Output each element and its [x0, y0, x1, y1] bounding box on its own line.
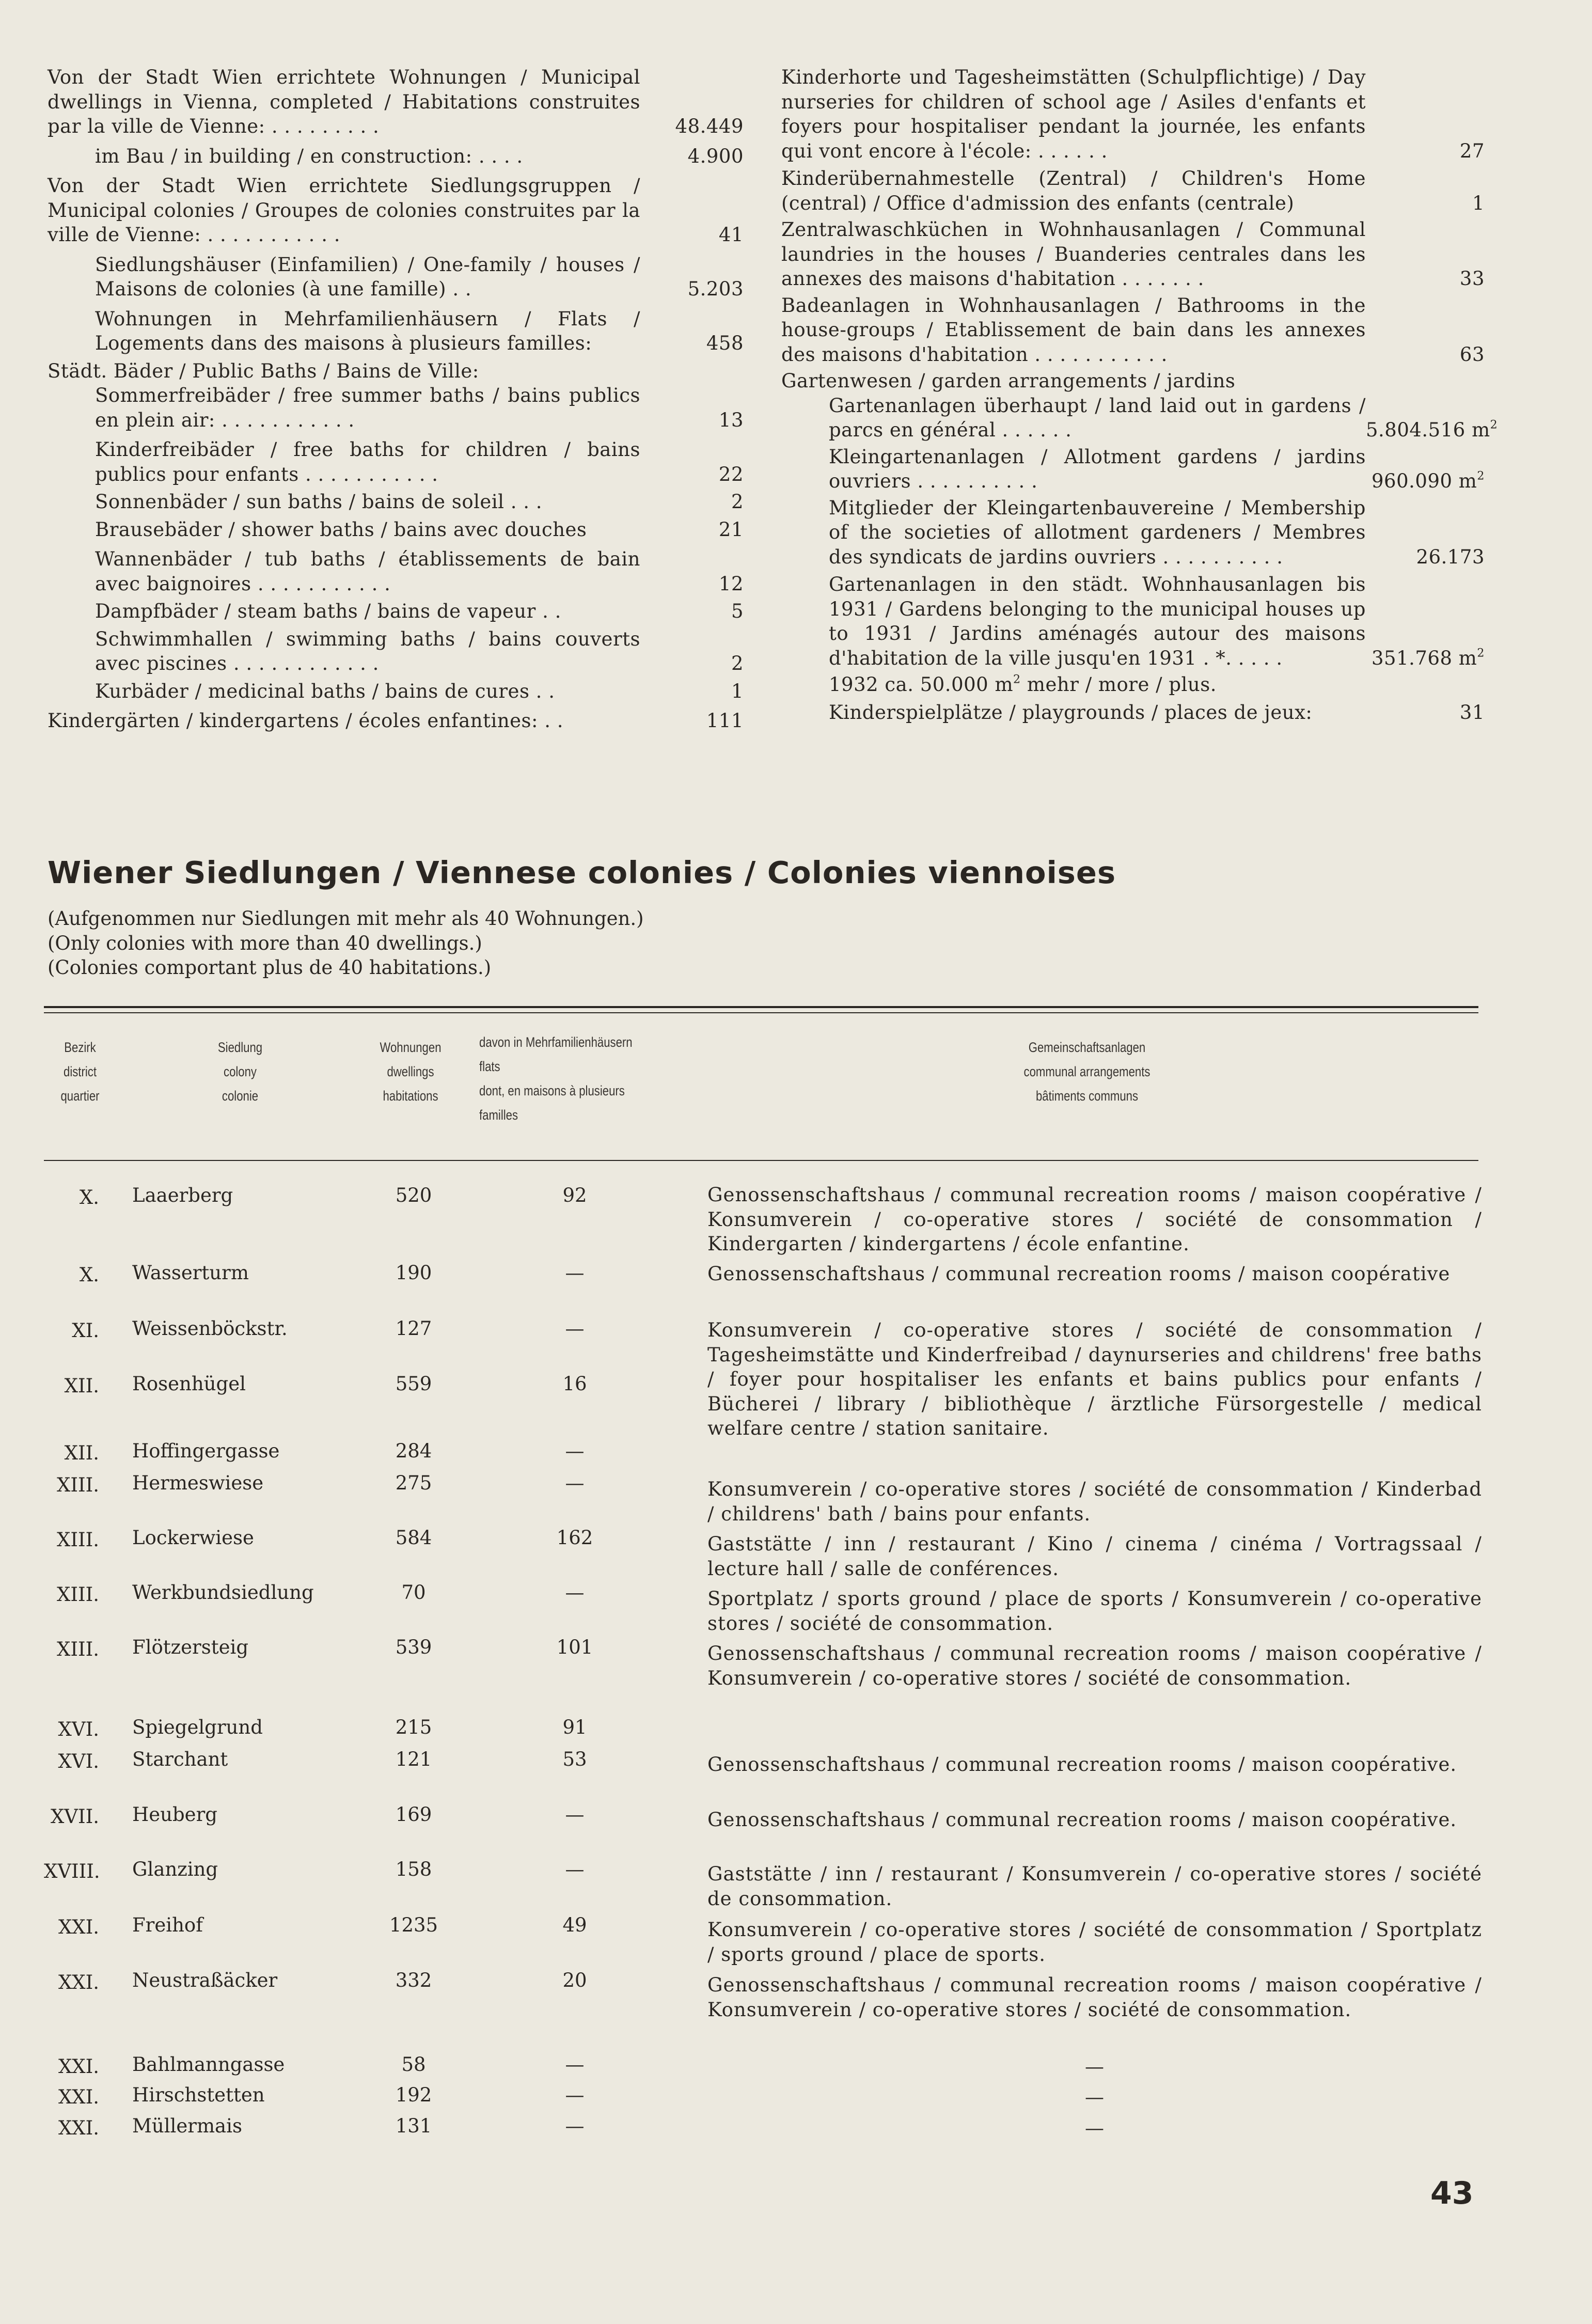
cell-siedlung: Weissenböckstr. — [132, 1317, 288, 1340]
statistic-label: Sonnenbäder / sun baths / bains de soleil . . . — [95, 491, 543, 513]
cell-davon: — — [565, 2115, 585, 2137]
header-gemeinschaftsanlagen: Gemeinschaftsanlagen communal arrangements bâtiments communs — [1023, 1040, 1150, 1104]
statistic-value: 111 — [706, 710, 744, 732]
cell-bezirk: XIII. — [57, 1638, 99, 1660]
cell-davon: 16 — [562, 1373, 587, 1395]
cell-siedlung: Bahlmanngasse — [132, 2053, 285, 2076]
cell-davon: 91 — [562, 1716, 587, 1738]
statistic-value: 5.804.516 $m^2$ — [1366, 418, 1498, 441]
cell-gemeinschaftsanlagen: Genossenschaftshaus / communal recreation rooms / maison coopérative / Konsumverein / co-operative stores / société de consommation. — [707, 1642, 1482, 1689]
cell-bezirk: XVI. — [58, 1750, 99, 1772]
statistic-value: 48.449 — [675, 115, 744, 137]
cell-davon: — — [565, 1262, 585, 1284]
cell-siedlung: Glanzing — [132, 1858, 218, 1880]
statistic-entry — [48, 144, 744, 169]
cell-gemeinschaftsanlagen: Genossenschaftshaus / communal recreation rooms / maison coopérative / Konsumverein / co-operative stores / société de consommation / Kindergarten / kindergartens / école enfantine. — [707, 1184, 1482, 1255]
cell-wohnungen: 127 — [395, 1317, 432, 1340]
cell-wohnungen: 131 — [395, 2115, 432, 2137]
statistic-label: Kinderspielplätze / playgrounds / places de jeux: — [829, 701, 1313, 724]
cell-siedlung: Starchant — [132, 1748, 228, 1770]
statistic-value: 1 — [731, 680, 744, 702]
cell-siedlung: Neustraßäcker — [132, 1969, 278, 1991]
cell-gemeinschaftsanlagen: — — [1085, 2055, 1105, 2078]
cell-gemeinschaftsanlagen: Konsumverein / co-operative stores / société de consommation / Kinderbad / childrens' bath / bains pour enfants. — [707, 1478, 1482, 1525]
statistic-entry — [48, 307, 744, 356]
cell-siedlung: Wasserturm — [132, 1262, 249, 1284]
cell-bezirk: XIII. — [57, 1474, 99, 1496]
statistic-value: 22 — [718, 463, 744, 485]
cell-bezirk: XVIII. — [44, 1860, 100, 1882]
cell-bezirk: XXI. — [58, 1916, 99, 1938]
statistic-entry — [48, 174, 744, 247]
statistic-entry — [48, 627, 744, 676]
cell-wohnungen: 520 — [395, 1184, 432, 1206]
header-wohnungen: Wohnungen dwellings habitations — [380, 1040, 442, 1104]
cell-davon: — — [565, 1803, 585, 1826]
table-top-rule — [44, 1006, 1478, 1008]
statistic-value: 2 — [731, 652, 744, 674]
statistic-value: 26.173 — [1416, 545, 1485, 568]
cell-wohnungen: 192 — [395, 2084, 432, 2106]
cell-davon: — — [565, 1472, 585, 1494]
statistic-value: 41 — [718, 224, 744, 246]
cell-bezirk: X. — [79, 1264, 99, 1286]
statistic-value: 31 — [1459, 701, 1485, 724]
statistic-label: Dampfbäder / steam baths / bains de vapeur . . — [95, 600, 561, 622]
header-siedlung: Siedlung colony colonie — [217, 1040, 263, 1104]
statistic-entry — [781, 496, 1485, 570]
cell-bezirk: XVI. — [58, 1718, 99, 1740]
statistic-entry — [48, 383, 744, 432]
cell-bezirk: XIII. — [57, 1529, 99, 1551]
statistic-label: Gartenanlagen in den städt. Wohnhausanlagen bis 1931 / Gardens belonging to the municipal houses up to 1931 / Jardins aménagés autour des maisons d'habitation de la ville jusqu'en 1931 . *. . . . . — [829, 573, 1366, 669]
cell-siedlung: Hirschstetten — [132, 2084, 265, 2106]
cell-davon: — — [565, 1858, 585, 1880]
statistic-value: 21 — [718, 518, 744, 541]
cell-davon: 20 — [562, 1969, 587, 1991]
note-line: (Only colonies with more than 40 dwellings.) — [48, 932, 482, 954]
statistic-entry — [48, 490, 744, 514]
statistic-label: Von der Stadt Wien errichtete Wohnungen / Municipal dwellings in Vienna, completed / Habitations construites par la ville de Vienne: . . . . . . . . . — [48, 66, 640, 137]
cell-bezirk: XXI. — [58, 1971, 99, 1993]
statistic-label: Gartenanlagen überhaupt / land laid out in gardens / parcs en général . . . . . . — [829, 394, 1366, 441]
statistic-label: Kinderhorte und Tagesheimstätten (Schulpflichtige) / Day nurseries for children of school age / Asiles d'enfants et foyers pour hospitaliser pendant la journée, les enfants qui vont encore à l'école: . . . . . . — [781, 66, 1366, 162]
statistic-label: Mitglieder der Kleingartenbauvereine / Membership of the societies of allotment gardeners / Membres des syndicats de jardins ouvriers . . . . . . . . . . — [829, 496, 1366, 568]
cell-wohnungen: 169 — [395, 1803, 432, 1826]
cell-davon: 162 — [556, 1527, 593, 1549]
statistic-label: Von der Stadt Wien errichtete Siedlungsgruppen / Municipal colonies / Groupes de colonies construites par la ville de Vienne: . . . . . . . . . . . — [48, 175, 640, 246]
statistic-label: Badeanlagen in Wohnhausanlagen / Bathrooms in the house-groups / Etablissement de bain dans les annexes des maisons d'habitation . . . . . . . . . . . — [781, 294, 1366, 366]
cell-bezirk: XI. — [72, 1320, 99, 1342]
statistic-label: Zentralwaschküchen in Wohnhausanlagen / Communal laundries in the houses / Buanderies centrales dans les annexes des maisons d'habitation . . . . . . . — [781, 218, 1366, 290]
note-line: (Aufgenommen nur Siedlungen mit mehr als 40 Wohnungen.) — [48, 907, 644, 930]
statistic-entry — [781, 572, 1485, 670]
section-title: Wiener Siedlungen / Viennese colonies / Colonies viennoises — [48, 855, 1116, 890]
cell-davon: — — [565, 2084, 585, 2106]
statistic-value: 960.090 $m^2$ — [1372, 469, 1485, 492]
statistic-value: 458 — [706, 332, 744, 354]
cell-siedlung: Hoffingergasse — [132, 1440, 280, 1462]
cell-gemeinschaftsanlagen: Konsumverein / co-operative stores / société de consommation / Sportplatz / sports ground / place de sports. — [707, 1919, 1482, 1966]
statistic-entry — [781, 369, 1485, 394]
cell-siedlung: Spiegelgrund — [132, 1716, 263, 1738]
statistic-label: Wohnungen in Mehrfamilienhäusern / Flats / Logements dans des maisons à plusieurs familles: — [95, 307, 640, 354]
cell-siedlung: Rosenhügel — [132, 1373, 246, 1395]
cell-gemeinschaftsanlagen: Gaststätte / inn / restaurant / Kino / cinema / cinéma / Vortragssaal / lecture hall / salle de conférences. — [707, 1533, 1482, 1580]
statistic-label: Wannenbäder / tub baths / établissements de bain avec baignoires . . . . . . . . . . . — [95, 548, 640, 595]
statistic-label: Siedlungshäuser (Einfamilien) / One-family / houses / Maisons de colonies (à une famille) . . — [95, 253, 640, 300]
table-top-rule-thin — [44, 1012, 1478, 1013]
statistic-entry — [48, 679, 744, 704]
statistic-entry — [781, 445, 1485, 494]
cell-bezirk: XII. — [64, 1375, 99, 1397]
cell-davon: 49 — [562, 1914, 587, 1936]
statistic-entry — [781, 217, 1485, 291]
cell-davon: 92 — [562, 1184, 587, 1206]
statistic-entry — [781, 394, 1498, 443]
cell-bezirk: XVII. — [50, 1805, 99, 1828]
statistic-value: 12 — [718, 572, 744, 595]
statistic-label: Städt. Bäder / Public Baths / Bains de Ville: — [48, 359, 479, 382]
cell-bezirk: XXI. — [58, 2117, 99, 2139]
page-number: 43 — [1430, 2175, 1474, 2211]
cell-wohnungen: 559 — [395, 1373, 432, 1395]
statistic-entry — [48, 517, 744, 542]
cell-bezirk: XXI. — [58, 2086, 99, 2108]
cell-wohnungen: 190 — [395, 1262, 432, 1284]
statistic-value: 4.900 — [687, 145, 744, 167]
cell-gemeinschaftsanlagen: Genossenschaftshaus / communal recreation rooms / maison coopérative. — [707, 1753, 1457, 1776]
cell-davon: — — [565, 2053, 585, 2076]
cell-wohnungen: 584 — [395, 1527, 432, 1549]
table-header-rule — [44, 1160, 1478, 1161]
cell-bezirk: XIII. — [57, 1583, 99, 1606]
statistic-entry — [48, 65, 744, 139]
cell-siedlung: Hermeswiese — [132, 1472, 264, 1494]
statistics-left-column — [48, 65, 744, 733]
statistic-label: Kurbäder / medicinal baths / bains de cures . . — [95, 680, 555, 702]
statistic-label: Kinderübernahmestelle (Zentral) / Children's Home (central) / Office d'admission des enfants (centrale) — [781, 167, 1366, 214]
statistic-value: 13 — [718, 409, 744, 431]
cell-siedlung: Laaerberg — [132, 1184, 233, 1206]
cell-wohnungen: 121 — [395, 1748, 432, 1770]
cell-siedlung: Heuberg — [132, 1803, 217, 1826]
statistic-label: Kindergärten / kindergartens / écoles enfantines: . . — [48, 710, 564, 732]
statistics-right-column — [781, 65, 1498, 725]
cell-siedlung: Müllermais — [132, 2115, 242, 2137]
cell-bezirk: XXI. — [58, 2055, 99, 2078]
statistic-value: 33 — [1459, 268, 1485, 290]
statistic-value: 5.203 — [687, 278, 744, 300]
statistic-value: 2 — [731, 491, 744, 513]
statistic-label: Sommerfreibäder / free summer baths / bains publics en plein air: . . . . . . . . . . . — [95, 384, 640, 431]
cell-gemeinschaftsanlagen: Konsumverein / co-operative stores / société de consommation / Tagesheimstätte und Kinderfreibad / daynurseries and childrens' free baths / foyer pour hospitaliser les enfants et bains publics pour enfants / Bücherei / library / bibliothèque / ärztliche Fürsorgestelle / medical welfare centre / station sanitaire. — [707, 1319, 1482, 1439]
statistic-entry — [781, 65, 1485, 163]
statistic-entry — [48, 709, 744, 733]
statistic-label: Schwimmhallen / swimming baths / bains couverts avec piscines . . . . . . . . . . . . — [95, 627, 640, 674]
cell-wohnungen: 284 — [395, 1440, 432, 1462]
statistic-label: 1932 ca. 50.000 $m^2$ mehr / more / plus. — [829, 672, 1217, 696]
cell-siedlung: Freihof — [132, 1914, 203, 1936]
cell-wohnungen: 58 — [401, 2053, 426, 2076]
cell-siedlung: Lockerwiese — [132, 1527, 254, 1549]
cell-bezirk: X. — [79, 1186, 99, 1208]
cell-siedlung: Flötzersteig — [132, 1636, 248, 1658]
header-bezirk: Bezirk district quartier — [60, 1040, 100, 1104]
cell-gemeinschaftsanlagen: Genossenschaftshaus / communal recreation rooms / maison coopérative / Konsumverein / co-operative stores / société de consommation. — [707, 1974, 1482, 2021]
statistic-entry — [48, 599, 744, 624]
statistic-entry — [48, 359, 744, 384]
cell-wohnungen: 275 — [395, 1472, 432, 1494]
statistic-entry — [781, 293, 1485, 367]
cell-bezirk: XII. — [64, 1442, 99, 1464]
statistic-label: Kinderfreibäder / free baths for children / bains publics pour enfants . . . . . . . . . . . — [95, 438, 640, 485]
statistic-label: Gartenwesen / garden arrangements / jardins — [781, 370, 1236, 392]
cell-wohnungen: 70 — [401, 1581, 426, 1604]
cell-siedlung: Werkbundsiedlung — [132, 1581, 314, 1604]
cell-davon: — — [565, 1581, 585, 1604]
statistic-entry — [781, 166, 1485, 215]
cell-gemeinschaftsanlagen: Sportplatz / sports ground / place de sports / Konsumverein / co-operative stores / société de consommation. — [707, 1588, 1482, 1635]
cell-wohnungen: 158 — [395, 1858, 432, 1880]
statistic-entry — [781, 672, 1485, 697]
cell-gemeinschaftsanlagen: — — [1085, 2117, 1105, 2139]
statistic-entry — [48, 253, 744, 302]
statistic-value: 351.768 $m^2$ — [1372, 646, 1485, 669]
cell-davon: 101 — [556, 1636, 593, 1658]
header-davon: davon in Mehrfamilienhäusern flats dont, en maisons à plusieurs familles — [479, 1034, 633, 1123]
cell-wohnungen: 215 — [395, 1716, 432, 1738]
statistic-label: im Bau / in building / en construction: . . . . — [95, 145, 523, 167]
statistic-value: 27 — [1459, 139, 1485, 162]
cell-wohnungen: 332 — [395, 1969, 432, 1991]
cell-gemeinschaftsanlagen: Genossenschaftshaus / communal recreation rooms / maison coopérative — [707, 1263, 1451, 1285]
statistic-entry — [48, 547, 744, 596]
cell-gemeinschaftsanlagen: — — [1085, 2086, 1105, 2108]
statistic-value: 1 — [1472, 192, 1485, 214]
cell-wohnungen: 539 — [395, 1636, 432, 1658]
cell-gemeinschaftsanlagen: Gaststätte / inn / restaurant / Konsumverein / co-operative stores / société de consommation. — [707, 1863, 1482, 1910]
cell-davon: 53 — [562, 1748, 587, 1770]
statistic-entry — [781, 700, 1485, 725]
cell-davon: — — [565, 1440, 585, 1462]
table-notes — [48, 906, 644, 980]
statistic-entry — [48, 437, 744, 486]
statistic-label: Brausebäder / shower baths / bains avec douches — [95, 518, 587, 541]
statistic-value: 63 — [1459, 343, 1485, 366]
note-line: (Colonies comportant plus de 40 habitations.) — [48, 956, 492, 979]
cell-gemeinschaftsanlagen: Genossenschaftshaus / communal recreation rooms / maison coopérative. — [707, 1809, 1457, 1831]
statistic-label: Kleingartenanlagen / Allotment gardens / jardins ouvriers . . . . . . . . . . — [829, 445, 1366, 492]
cell-davon: — — [565, 1317, 585, 1340]
statistic-value: 5 — [731, 600, 744, 622]
cell-wohnungen: 1235 — [389, 1914, 438, 1936]
